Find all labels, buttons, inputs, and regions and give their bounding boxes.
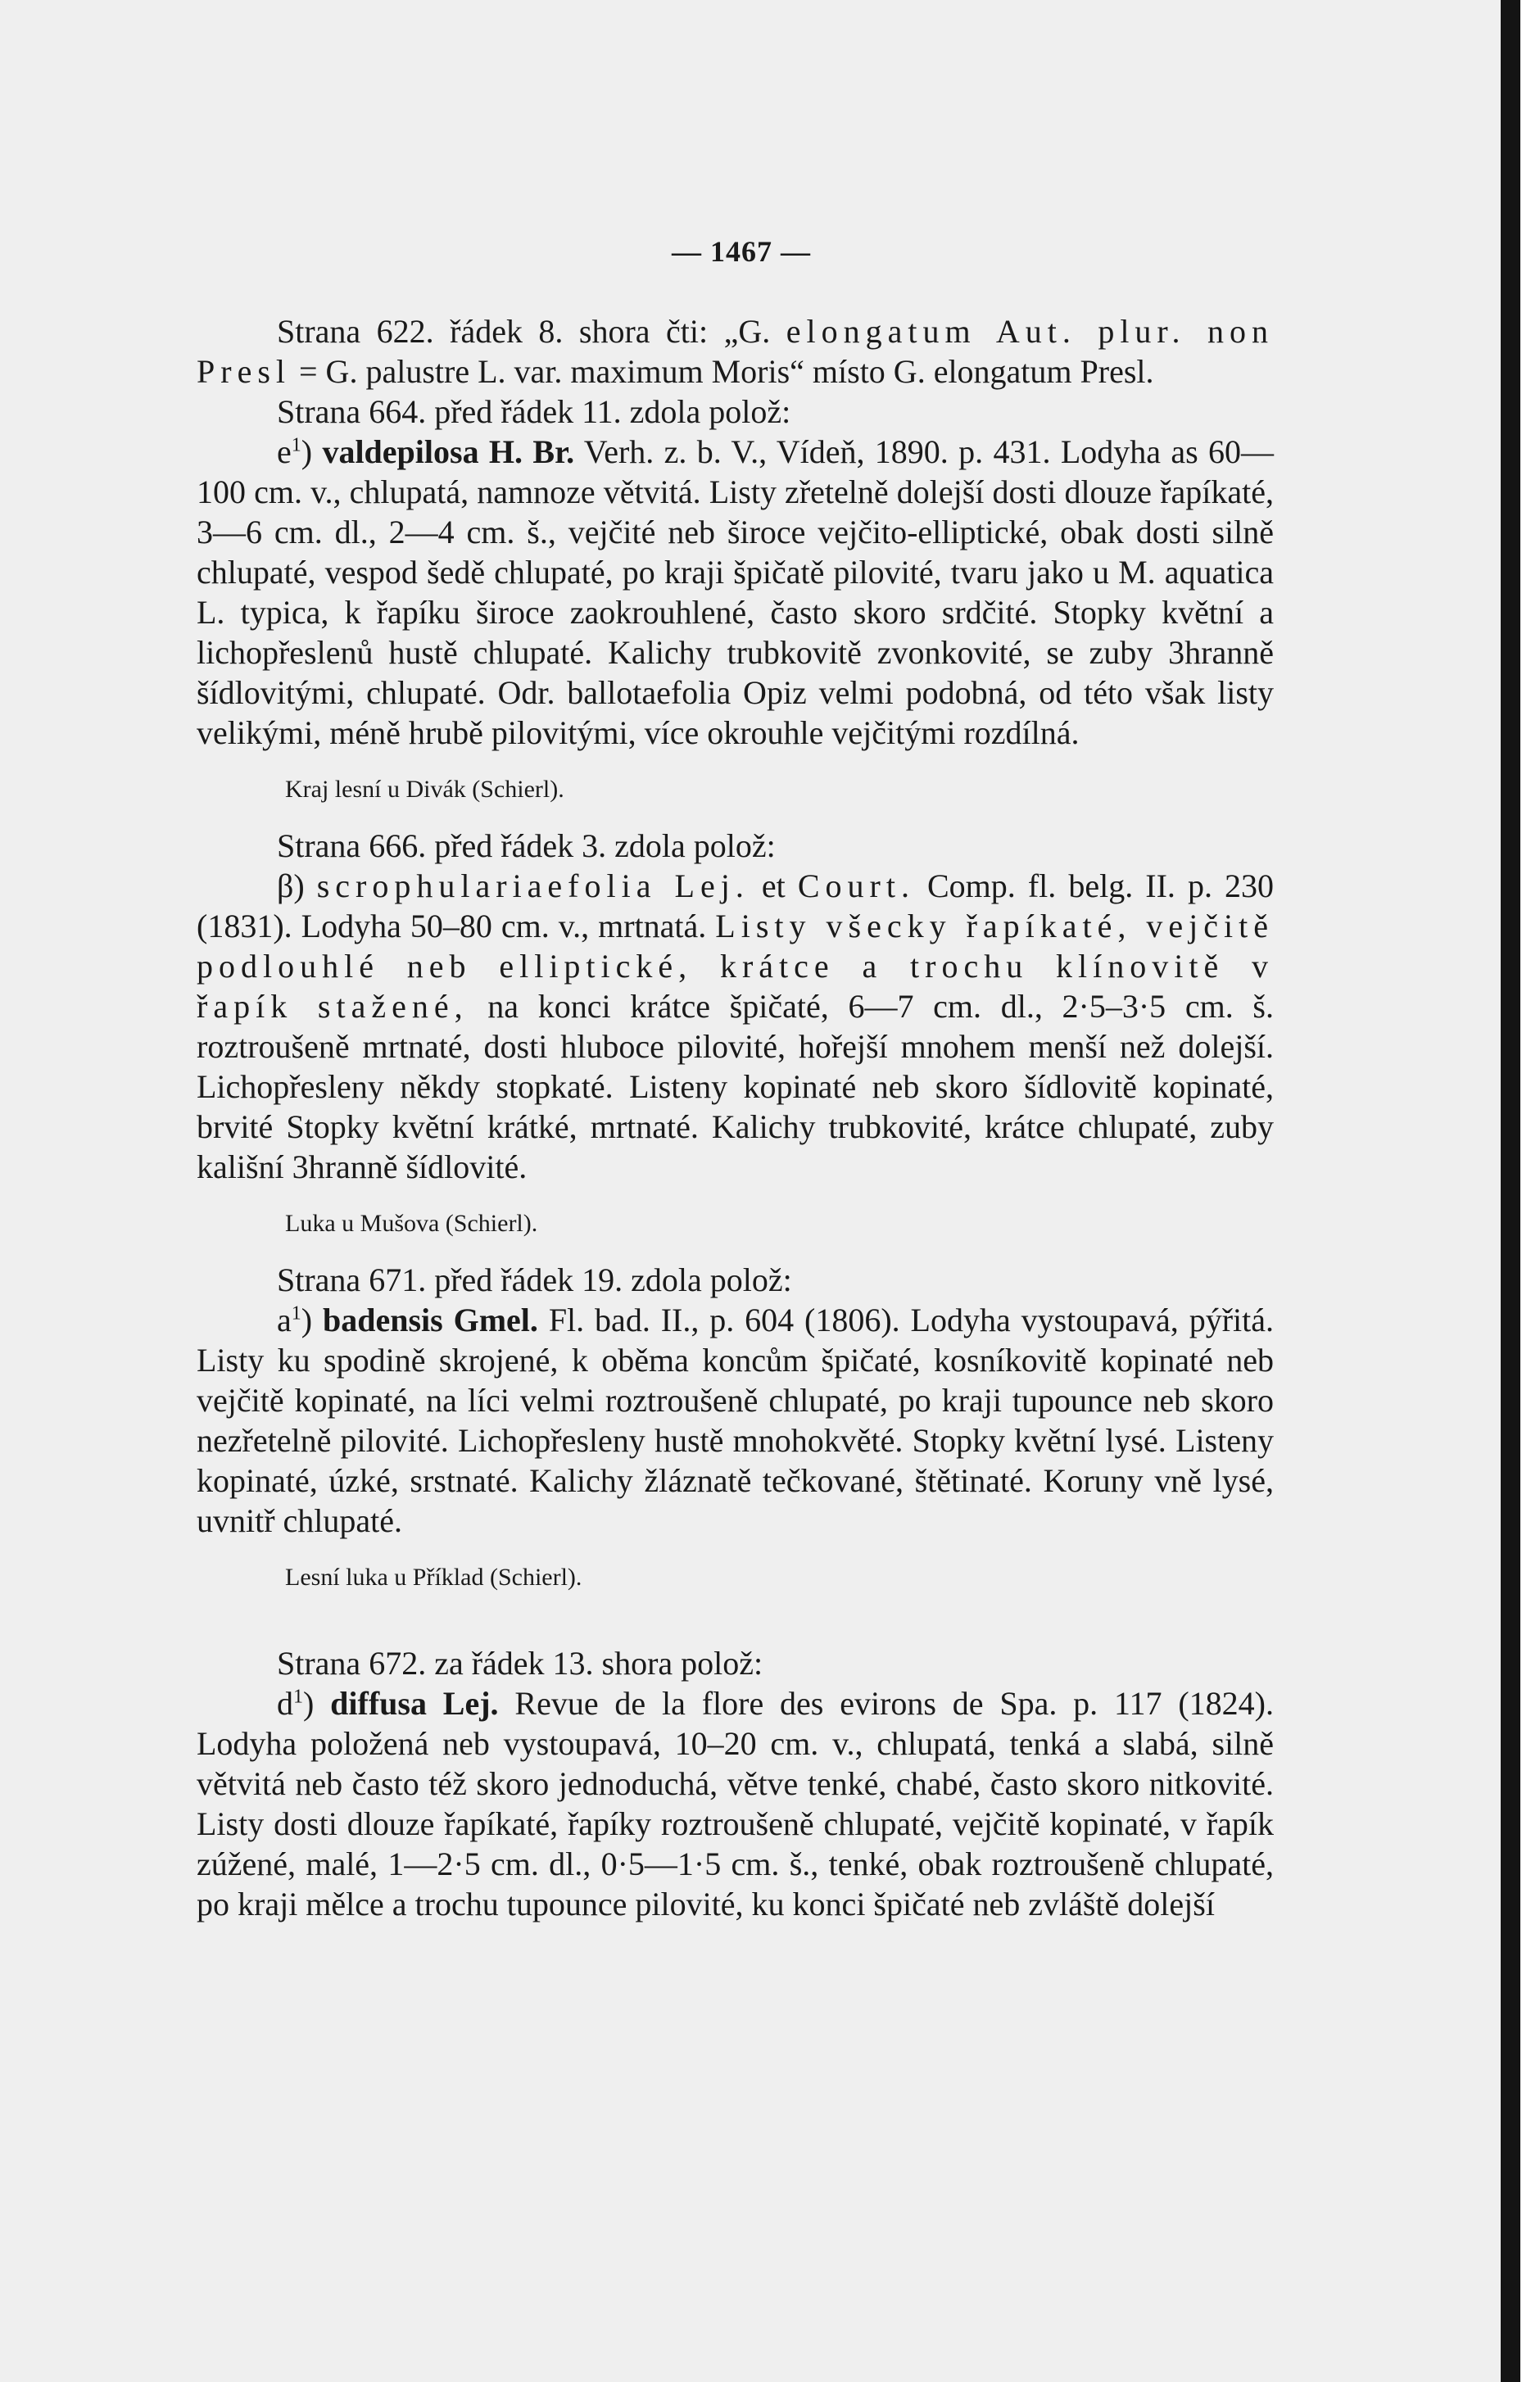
section-heading: Strana 672. za řádek 13. shora polož: xyxy=(277,1645,763,1682)
taxon-name: scrophulariaefolia Lej. xyxy=(316,867,750,904)
page-number: — 1467 — xyxy=(672,235,811,268)
taxon-name: valdepilosa H. Br. xyxy=(322,433,575,470)
correction-paragraph-622: Strana 622. řádek 8. shora čti: „G. elongatum Aut. plur. non Presl = G. palustre L. var. maximum Moris“ místo G. elongatum Presl. xyxy=(197,313,1275,390)
taxon-entry-valdepilosa: $e^1$) valdepilosa H. Br. Verh. z. b. V., Vídeň, 1890. p. 431. Lodyha as 60—100 cm. v., chlupatá, namnoze větvitá. Listy zřetelně dolejší dosti dlouze řapíkaté, 3—6 cm. dl., 2—4 cm. š., vejčité neb široce vejčito-elliptické, obak dosti silně chlupaté, vespod šedě chlupaté, po kraji špičatě pilovité, tvaru jako u M. aquatica L. typica, k řapíku široce zaokrouhlené, často skoro srdčité. Stopky květní a lichopřeslenů hustě chlupaté. Kalichy trubkovitě zvonkovité, se zuby 3hranně šídlovitými, chlupaté. Odr. ballotaefolia Opiz velmi podobná, od této však listy velikými, méně hrubě pilovitými, více okrouhle vejčitými rozdílná. xyxy=(197,433,1275,751)
correction-heading: Strana 622. řádek 8. shora čti: xyxy=(277,313,709,350)
locality-note: Kraj lesní u Divák (Schierl). xyxy=(285,776,564,803)
taxon-entry-scrophulariaefolia: β) scrophulariaefolia Lej. et Court. Comp. fl. belg. II. p. 230 (1831). Lodyha 50–80 cm. v., mrtnatá. Listy všecky řapíkaté, vejčitě podlouhlé neb elliptické, krátce a trochu klínovitě v řapík stažené, na konci krátce špičaté, 6—7 cm. dl., 2·5–3·5 cm. š. roztroušeně mrtnaté, dosti hluboce pilovité, hořejší mnohem menší než dolejší. Lichopřesleny někdy stopkaté. Listeny kopinaté neb skoro šídlovitě kopinaté, brvité Stopky květní krátké, mrtnaté. Kalichy trubkovité, krátce chlupaté, zuby kališní 3hranně šídlovité. xyxy=(197,867,1275,1185)
section-heading: Strana 666. před řádek 3. zdola polož: xyxy=(277,827,776,864)
taxon-entry-diffusa: $d^1$) diffusa Lej. Revue de la flore des evirons de Spa. p. 117 (1824). Lodyha položená neb vystoupavá, 10–20 cm. v., chlupatá, tenká a slabá, silně větvitá neb často též skoro jednoduchá, větve tenké, chabé, často skoro nitkovité. Listy dosti dlouze řapíkaté, řapíky roztroušeně chlupaté, vejčitě kopinaté, v řapík zúžené, malé, 1—2·5 cm. dl., 0·5—1·5 cm. š., tenké, obak roztroušeně chlupaté, po kraji mělce a trochu tupounce pilovité, ku konci špičaté neb zvláště dolejší xyxy=(197,1685,1275,1922)
taxon-name: diffusa Lej. xyxy=(330,1685,499,1722)
section-heading: Strana 671. před řádek 19. zdola polož: xyxy=(277,1261,792,1298)
page-edge-shadow xyxy=(1501,0,1520,2382)
taxon-entry-badensis: $a^1$) badensis Gmel. Fl. bad. II., p. 604 (1806). Lodyha vystoupavá, pýřitá. Listy ku spodině skrojené, k oběma koncům špičaté, kosníkovitě kopinaté neb vejčitě kopinaté, na líci velmi roztroušeně chlupaté, po kraji tupounce neb skoro nezřetelně pilovité. Lichopřesleny hustě mnohokvěté. Stopky květní lysé. Listeny kopinaté, úzké, srstnaté. Kalichy žláznatě tečkované, štětinaté. Koruny vně lysé, uvnitř chlupaté. xyxy=(197,1302,1274,1539)
taxon-name: badensis Gmel. xyxy=(322,1302,538,1338)
body-text xyxy=(197,311,1274,1924)
section-heading: Strana 664. před řádek 11. zdola polož: xyxy=(277,393,791,430)
locality-note: Luka u Mušova (Schierl). xyxy=(285,1210,538,1237)
locality-note: Lesní luka u Příklad (Schierl). xyxy=(285,1564,582,1591)
